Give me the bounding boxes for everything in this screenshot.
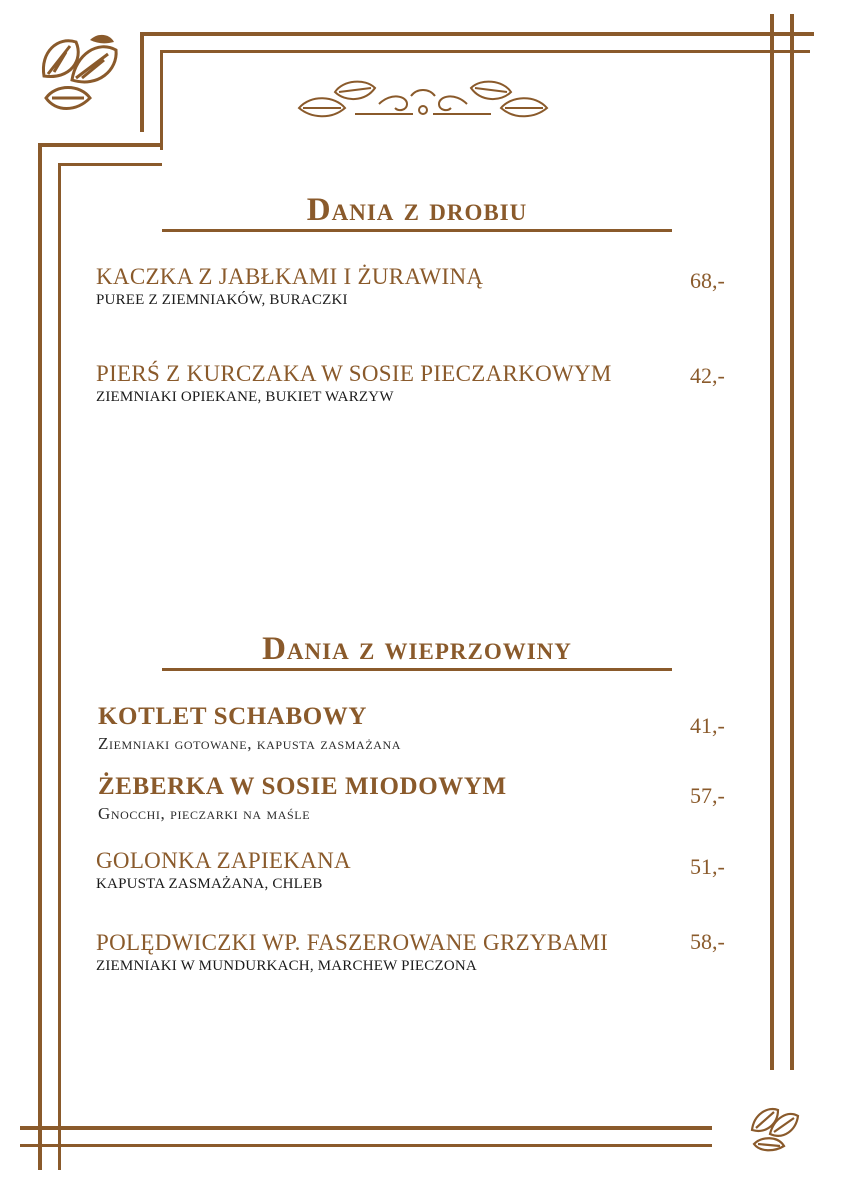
- dish-price: 41,-: [690, 713, 725, 738]
- list-item: [96, 930, 716, 975]
- dish-description: PUREE Z ZIEMNIAKÓW, BURACZKI: [96, 292, 348, 309]
- dish-name: PIERŚ Z KURCZAKA W SOSIE PIECZARKOWYM: [96, 361, 612, 386]
- leaf-cluster-icon: [748, 1100, 800, 1152]
- dish-price: 51,-: [690, 854, 725, 879]
- dish-description: ZIEMNIAKI W MUNDURKACH, MARCHEW PIECZONA: [96, 958, 477, 975]
- list-item: [96, 703, 716, 754]
- dish-name: ŻEBERKA W SOSIE MIODOWYM: [98, 773, 507, 800]
- dish-name: GOLONKA ZAPIEKANA: [96, 848, 351, 873]
- dish-description: KAPUSTA ZASMAŻANA, CHLEB: [96, 876, 323, 893]
- leaf-cluster-icon: [36, 28, 128, 118]
- dish-description: Ziemniaki gotowane, kapusta zasmażana: [98, 733, 402, 753]
- section-divider: [162, 668, 672, 671]
- dish-name: POLĘDWICZKI WP. FASZEROWANE GRZYBAMI: [96, 930, 609, 955]
- dish-price: 42,-: [690, 363, 725, 388]
- list-item: [96, 848, 716, 893]
- section-title-poultry: Dania z drobiu: [306, 192, 528, 228]
- list-item: [96, 773, 716, 824]
- dish-price: 68,-: [690, 268, 725, 293]
- dish-description: ZIEMNIAKI OPIEKANE, BUKIET WARZYW: [96, 389, 394, 406]
- dish-price: 58,-: [690, 929, 725, 954]
- list-item: [96, 264, 716, 309]
- dish-name: KACZKA Z JABŁKAMI I ŻURAWINĄ: [96, 264, 484, 289]
- list-item: [96, 361, 716, 406]
- dish-name: KOTLET SCHABOWY: [98, 703, 368, 730]
- section-divider: [162, 229, 672, 232]
- dish-price: 57,-: [690, 783, 725, 808]
- section-title-pork: Dania z wieprzowiny: [262, 631, 572, 667]
- dish-description: Gnocchi, pieczarki na maśle: [98, 803, 311, 823]
- leaf-scroll-ornament-icon: [295, 74, 551, 128]
